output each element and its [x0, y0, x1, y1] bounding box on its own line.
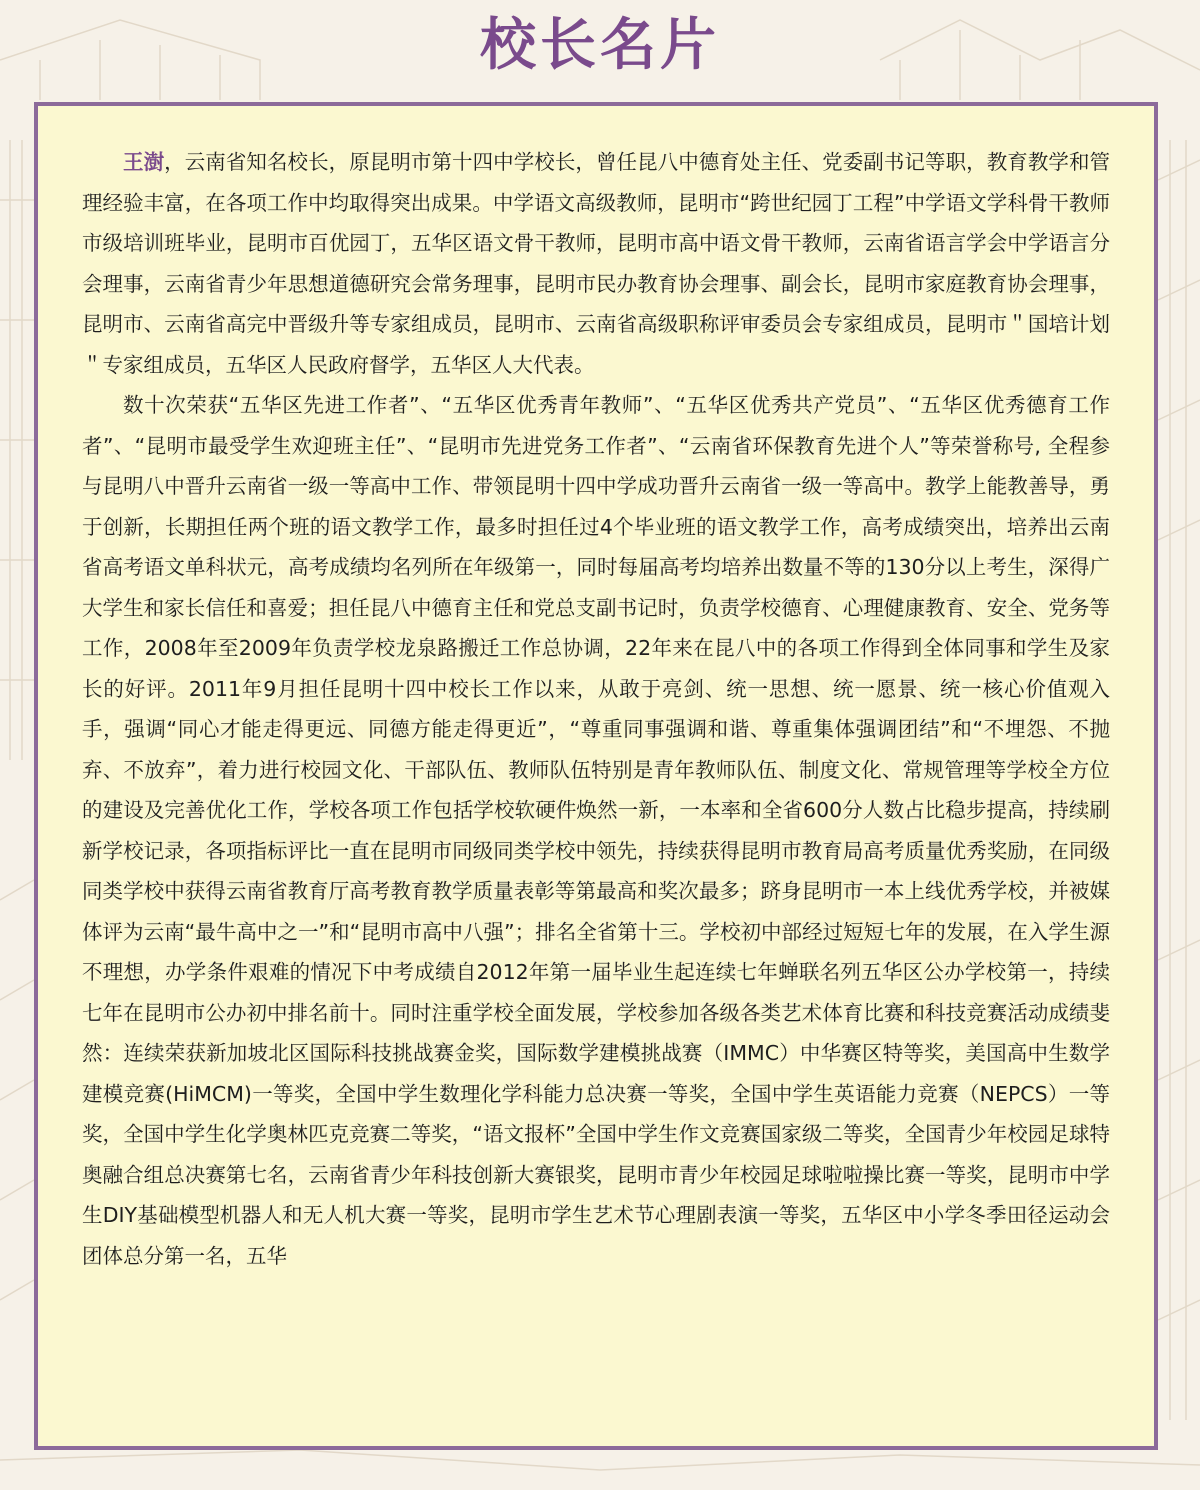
profile-paragraph-1-text: ，云南省知名校长，原昆明市第十四中学校长，曾任昆八中德育处主任、党委副书记等职，教育教学和管理经验丰富，在各项工作中均取得突出成果。中学语文高级教师，昆明市“跨世纪园丁工程”中学语文学科骨干教师市级培训班毕业，昆明市百优园丁，五华区语文骨干教师，昆明市高中语文骨干教师，云南省语言学会中学语言分会理事，云南省青少年思想道德研究会常务理事，昆明市民办教育协会理事、副会长，昆明市家庭教育协会理事，昆明市、云南省高完中晋级升等专家组成员，昆明市、云南省高级职称评审委员会专家组成员，昆明市＂国培计划＂专家组成员，五华区人民政府督学，五华区人大代表。	[82, 150, 1111, 377]
profile-card	[34, 102, 1158, 1450]
principal-name: 王澍	[123, 150, 165, 174]
page-title: 校长名片	[480, 13, 720, 78]
profile-paragraph-2: 数十次荣获“五华区先进工作者”、“五华区优秀青年教师”、“五华区优秀共产党员”、“五华区优秀德育工作者”、“昆明市最受学生欢迎班主任”、“昆明市先进党务工作者”、“云南省环保教育先进个人”等荣誉称号, 全程参与昆明八中晋升云南省一级一等高中工作、带领昆明十四中学成功晋升云南省一级一等高中。教学上能教善导，勇于创新，长期担任两个班的语文教学工作，最多时担任过4个毕业班的语文教学工作，高考成绩突出，培养出云南省高考语文单科状元，高考成绩均名列所在年级第一，同时每届高考均培养出数量不等的130分以上考生，深得广大学生和家长信任和喜爱；担任昆八中德育主任和党总支副书记时，负责学校德育、心理健康教育、安全、党务等工作，2008年至2009年负责学校龙泉路搬迁工作总协调，22年来在昆八中的各项工作得到全体同事和学生及家长的好评。2011年9月担任昆明十四中校长工作以来，从敢于亮剑、统一思想、统一愿景、统一核心价值观入手，强调“同心才能走得更远、同德方能走得更近”，“尊重同事强调和谐、尊重集体强调团结”和“不埋怨、不抛弃、不放弃”，着力进行校园文化、干部队伍、教师队伍特别是青年教师队伍、制度文化、常规管理等学校全方位的建设及完善优化工作，学校各项工作包括学校软硬件焕然一新，一本率和全省600分人数占比稳步提高，持续刷新学校记录，各项指标评比一直在昆明市同级同类学校中领先，持续获得昆明市教育局高考质量优秀奖励，在同级同类学校中获得云南省教育厅高考教育教学质量表彰等第最高和奖次最多；跻身昆明市一本上线优秀学校，并被媒体评为云南“最牛高中之一”和“昆明市高中八强”；排名全省第十三。学校初中部经过短短七年的发展，在入学生源不理想，办学条件艰难的情况下中考成绩自2012年第一届毕业生起连续七年蝉联名列五华区公办学校第一，持续七年在昆明市公办初中排名前十。同时注重学校全面发展，学校参加各级各类艺术体育比赛和科技竞赛活动成绩斐然：连续荣获新加坡北区国际科技挑战赛金奖，国际数学建模挑战赛（IMMC）中华赛区特等奖，美国高中生数学建模竞赛(HiMCM)一等奖，全国中学生数理化学科能力总决赛一等奖，全国中学生英语能力竞赛（NEPCS）一等奖，全国中学生化学奥林匹克竞赛二等奖，“语文报杯”全国中学生作文竞赛国家级二等奖，全国青少年校园足球特奥融合组总决赛第七名，云南省青少年科技创新大赛银奖，昆明市青少年校园足球啦啦操比赛一等奖，昆明市中学生DIY基础模型机器人和无人机大赛一等奖，昆明市学生艺术节心理剧表演一等奖，五华区中小学冬季田径运动会团体总分第一名，五华	[82, 393, 1110, 1268]
profile-paragraph-1	[82, 142, 1110, 385]
